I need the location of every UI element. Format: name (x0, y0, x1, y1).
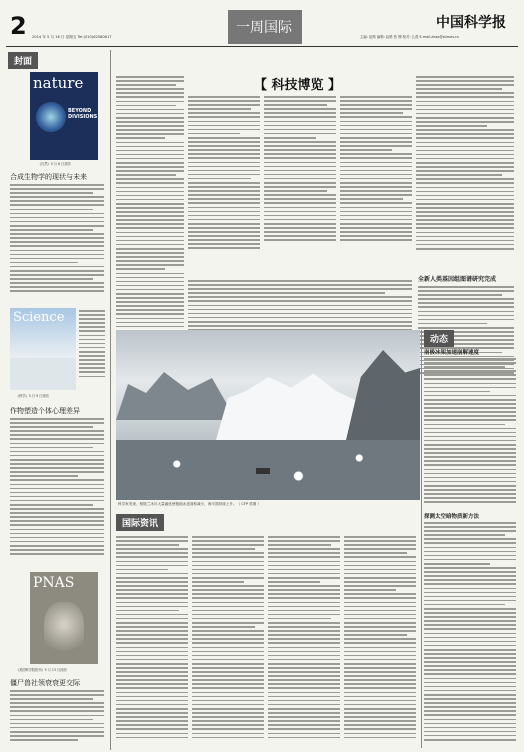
col-text-5 (416, 76, 514, 276)
pnas-cover-caption: 《美国科学院院刊》5 月 13 日封面 (16, 668, 67, 672)
col-text-3 (264, 96, 336, 276)
section-title: 一周国际 (236, 20, 292, 36)
article-title-crop: 作物塑造个体心理差异 (10, 407, 80, 415)
pnas-cover (30, 572, 98, 664)
photo-caption: 科学家发现，格陵兰冰川大量融化使极地冰盖面积减少，海平面持续上升。（ CFP 供图 ） (118, 502, 262, 506)
ice-image (10, 358, 76, 390)
left-divider (110, 50, 111, 750)
cover-section-tag: 封面 (8, 52, 38, 69)
nature-cover-title: nature (33, 74, 84, 92)
article-body-primate (10, 690, 104, 746)
cell-image (36, 102, 66, 132)
dongtai-headline-1: 南极冰架加速崩解速度 (424, 350, 480, 356)
science-cover-caption: 《科学》5 月 9 日封面 (16, 394, 49, 398)
left-column (8, 52, 106, 748)
science-side-text (79, 310, 105, 390)
dongtai-body-1 (424, 358, 516, 508)
article-body-synbio (10, 184, 104, 304)
col-text-4 (340, 96, 412, 276)
masthead (0, 0, 524, 48)
article-title-primate: 僵尸兽社领衰衰更交际 (10, 679, 80, 687)
news-col-3 (268, 536, 340, 746)
glacier-photo (116, 330, 420, 500)
dongtai-section (424, 330, 516, 748)
article-body-crop (10, 418, 104, 564)
pnas-cover-title: PNAS (33, 575, 75, 591)
news-col-1 (116, 536, 188, 746)
right-divider (421, 330, 422, 748)
keji-bolan-title: 【 科技博览 】 (254, 78, 342, 93)
news-section (116, 514, 418, 748)
editors-line: 主编: 赵路 编辑: 赵路 张 柳 校对: 么燕 E-mail:zhao@stimes.cn (360, 35, 460, 39)
dongtai-body-2 (424, 522, 516, 748)
news-col-2 (192, 536, 264, 746)
news-tag: 国际资讯 (116, 514, 164, 531)
dongtai-headline-2: 探测太空暗物质新方法 (424, 514, 480, 520)
monkey-image (44, 602, 84, 658)
article-title-synbio: 合成生物学的现状与未来 (10, 173, 87, 181)
science-cover (10, 308, 76, 390)
mountain-right (346, 350, 420, 440)
mountain-left (116, 360, 236, 420)
science-cover-title: Science (13, 310, 65, 325)
newspaper-logo: 中国科学报 (436, 15, 506, 31)
dongtai-tag: 动态 (424, 330, 454, 347)
news-col-4 (344, 536, 416, 746)
col-text-2 (188, 96, 260, 276)
iceberg (216, 370, 366, 440)
nature-cover (30, 72, 98, 160)
nature-cover-caption: 《自然》5 月 8 日封面 (38, 162, 71, 166)
nature-cover-headline: BEYOND DIVISIONS (68, 108, 98, 120)
right-box-headline: 全新人类基因组图谱研究完成 (418, 276, 497, 283)
masthead-rule (6, 46, 518, 47)
boat (256, 468, 270, 474)
page-number: 2 (10, 12, 27, 40)
date-info: 2014 年 5 月 16 日 星期五 Tel:(010)62580617 (32, 35, 112, 39)
